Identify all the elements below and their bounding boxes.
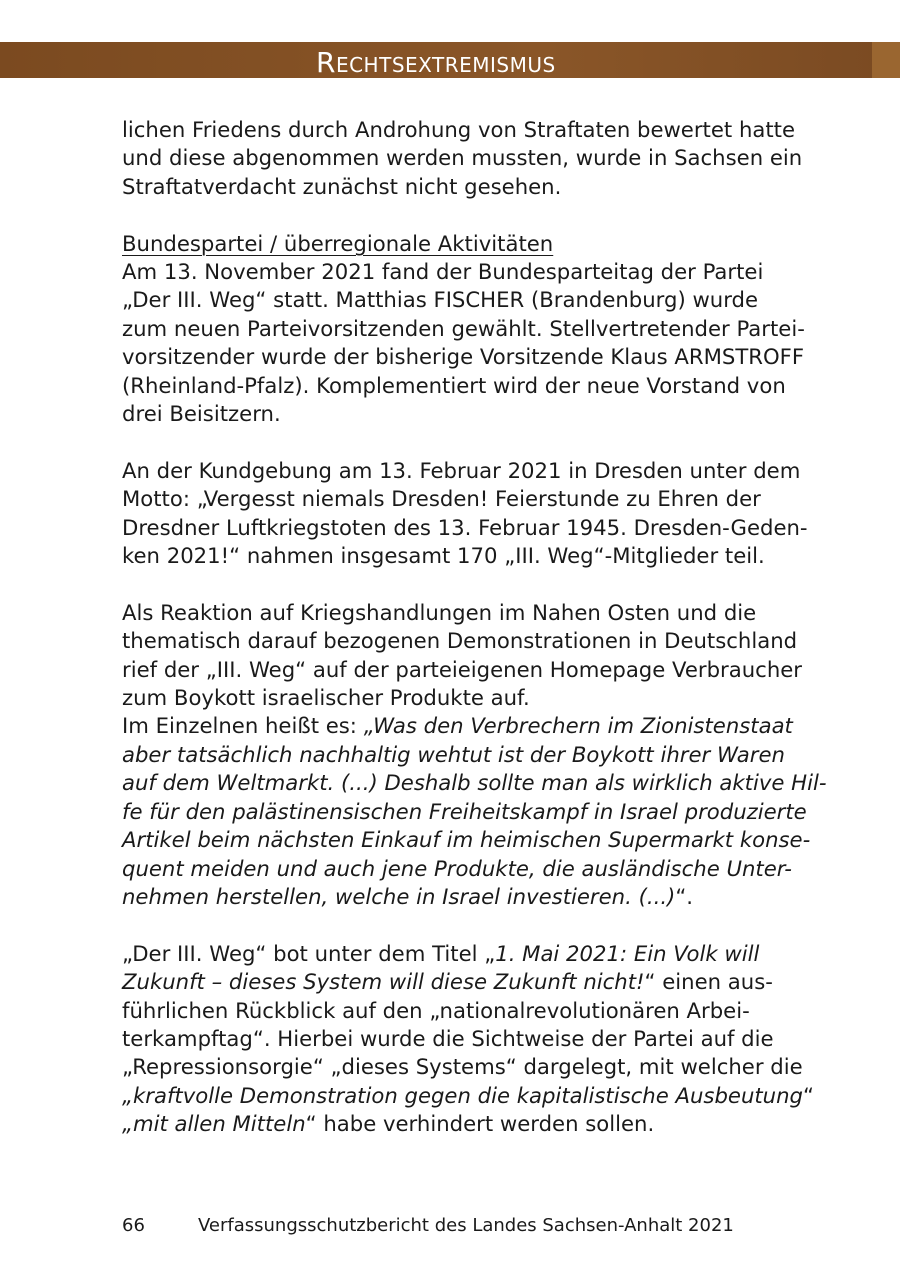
text-line: zum Boykott israelischer Produkte auf. xyxy=(122,685,530,711)
text-line: „mit allen Mitteln“ habe verhindert werden sollen. xyxy=(122,1111,655,1137)
page-footer xyxy=(122,1214,734,1238)
text-line: Straftatverdacht zunächst nicht gesehen. xyxy=(122,173,562,199)
quote-line: quent meiden und auch jene Produkte, die ausländische Unter- xyxy=(122,855,792,881)
page-number: 66 xyxy=(122,1215,145,1236)
text-line: führlichen Rückblick auf den „nationalrevolutionären Arbei- xyxy=(122,997,750,1023)
text-line: „Repressionsorgie“ „dieses Systems“ dargelegt, mit welcher die xyxy=(122,1054,803,1080)
text-line: An der Kundgebung am 13. Februar 2021 in Dresden unter dem xyxy=(122,457,801,483)
quote-line: Artikel beim nächsten Einkauf im heimischen Supermarkt konse- xyxy=(122,827,811,853)
paragraph-1-mai xyxy=(122,940,814,1139)
text-line: rief der „III. Weg“ auf der parteieigenen Homepage Verbraucher xyxy=(122,656,803,682)
text-line: und diese abgenommen werden mussten, wurde in Sachsen ein xyxy=(122,145,803,171)
text-line: Dresdner Luftkriegstoten des 13. Februar 1945. Dresden-Geden- xyxy=(122,514,808,540)
quote-text: „Was den Verbrechern im Zionistenstaat xyxy=(363,713,793,739)
text-line: Als Reaktion auf Kriegshandlungen im Nahen Osten und die xyxy=(122,599,757,625)
text-line: thematisch darauf bezogenen Demonstrationen in Deutschland xyxy=(122,628,798,654)
text-line: lichen Friedens durch Androhung von Straftaten bewertet hatte xyxy=(122,117,796,142)
text-line: zum neuen Parteivorsitzenden gewählt. Stellvertretender Partei- xyxy=(122,315,805,341)
text-line: „Der III. Weg“ bot unter dem Titel „1. Mai 2021: Ein Volk will xyxy=(122,940,760,966)
chapter-title: Rechtsextremismus xyxy=(316,46,556,79)
publication-title: Verfassungsschutzbericht des Landes Sachsen-Anhalt 2021 xyxy=(198,1215,734,1236)
quote-intro-line: Im Einzelnen heißt es: „Was den Verbrechern im Zionistenstaat xyxy=(122,713,793,739)
text-line: ken 2021!“ nahmen insgesamt 170 „III. Weg“-Mitglieder teil. xyxy=(122,543,765,569)
paragraph-continuation xyxy=(122,116,803,201)
text-line: Am 13. November 2021 fand der Bundesparteitag der Partei xyxy=(122,259,764,285)
paragraph-kundgebung xyxy=(122,457,808,571)
quote-line: nehmen herstellen, welche in Israel investieren. (...)“. xyxy=(122,883,694,909)
page-body xyxy=(122,116,827,1139)
quote-line: fe für den palästinensischen Freiheitskampf in Israel produzierte xyxy=(122,798,807,824)
text-line: Motto: „Vergesst niemals Dresden! Feierstunde zu Ehren der xyxy=(122,486,761,512)
section-bundespartei xyxy=(122,230,805,429)
quote-line: auf dem Weltmarkt. (...) Deshalb sollte man als wirklich aktive Hil- xyxy=(122,770,827,796)
text-line: (Rheinland-Pfalz). Komplementiert wird der neue Vorstand von xyxy=(122,372,786,398)
text-line: drei Beisitzern. xyxy=(122,401,281,427)
text-line: „Der III. Weg“ statt. Matthias FISCHER (Brandenburg) wurde xyxy=(122,287,759,313)
section-heading: Bundespartei / überregionale Aktivitäten xyxy=(122,230,554,256)
text-line: terkampftag“. Hierbei wurde die Sichtweise der Partei auf die xyxy=(122,1025,774,1051)
text-line: vorsitzender wurde der bisherige Vorsitzende Klaus ARMSTROFF xyxy=(122,344,805,370)
text-line: „kraftvolle Demonstration gegen die kapitalistische Ausbeutung“ xyxy=(122,1082,814,1108)
paragraph-boykott xyxy=(122,599,827,911)
text-line: Zukunft – dieses System will diese Zukunft nicht!“ einen aus- xyxy=(122,969,773,995)
quote-line: aber tatsächlich nachhaltig wehtut ist der Boykott ihrer Waren xyxy=(122,741,785,767)
